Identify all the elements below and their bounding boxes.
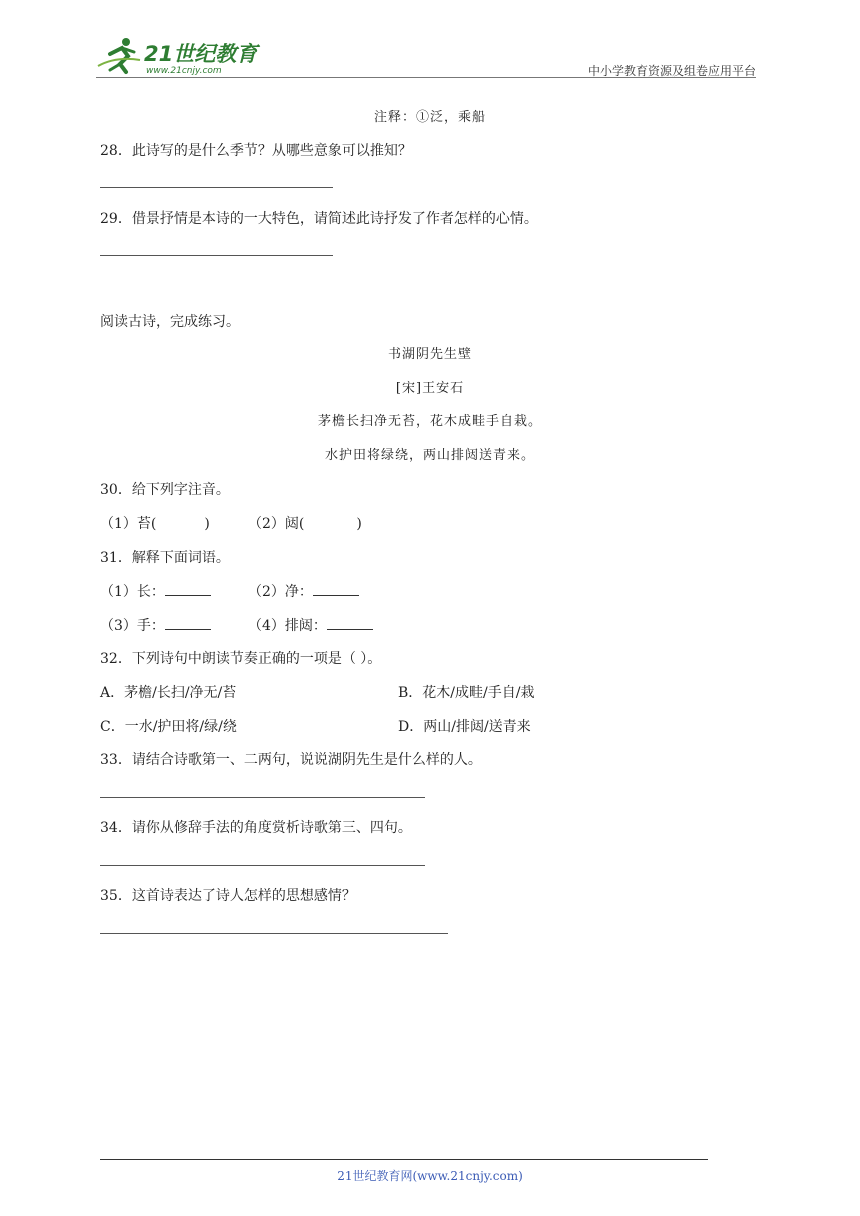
q30-item-2-label: （2）闼( [248, 516, 305, 532]
q31-item-4 [248, 615, 373, 635]
footer-divider [100, 1159, 708, 1160]
q31-item-1-label: （1）长： [100, 584, 165, 600]
header-divider [96, 77, 756, 78]
q30-item-2-close: ) [356, 516, 362, 532]
poem-line-2: 水护田将绿绕，两山排闼送青来。 [324, 448, 535, 463]
answer-line-35[interactable] [100, 933, 448, 934]
q32-option-a[interactable]: A．茅檐/长扫/净无/苔 [100, 685, 237, 701]
q31-item-2-label: （2）净： [248, 584, 313, 600]
runner-icon [98, 38, 140, 72]
reading-instruction: 阅读古诗，完成练习。 [100, 314, 240, 330]
question-29: 29．借景抒情是本诗的一大特色，请简述此诗抒发了作者怎样的心情。 [100, 211, 538, 227]
q30-item-1-close: ) [204, 516, 210, 532]
q32-option-c[interactable]: C．一水/护田将/绿/绕 [100, 719, 237, 735]
platform-title: 中小学教育资源及组卷应用平台 [587, 64, 756, 78]
question-30: 30．给下列字注音。 [100, 482, 230, 498]
answer-line-34[interactable] [100, 865, 425, 866]
question-35: 35．这首诗表达了诗人怎样的思想感情？ [100, 888, 356, 904]
poem-note: 注释：①泛，乘船 [373, 110, 486, 125]
answer-line-28[interactable] [100, 187, 333, 188]
logo-text: 21世纪教育 [144, 42, 258, 66]
question-33: 33．请结合诗歌第一、二两句，说说湖阴先生是什么样的人。 [100, 752, 482, 768]
answer-line-33[interactable] [100, 797, 425, 798]
q31-item-1-blank[interactable] [165, 581, 211, 596]
question-32: 32．下列诗句中朗读节奏正确的一项是（ ）。 [100, 651, 382, 667]
q30-item-1-label: （1）苔( [100, 516, 157, 532]
site-logo [96, 36, 266, 78]
footer-link[interactable]: 21世纪教育网(www.21cnjy.com) [337, 1169, 523, 1183]
question-28: 28．此诗写的是什么季节？从哪些意象可以推知？ [100, 143, 412, 159]
poem-author: [宋]王安石 [395, 381, 465, 396]
q31-item-3-label: （3）手： [100, 618, 165, 634]
q31-item-3-blank[interactable] [165, 615, 211, 630]
q30-item-1 [100, 513, 210, 533]
question-34: 34．请你从修辞手法的角度赏析诗歌第三、四句。 [100, 820, 412, 836]
q30-item-2 [248, 513, 362, 533]
answer-line-29[interactable] [100, 255, 333, 256]
q31-item-2-blank[interactable] [313, 581, 359, 596]
q31-item-4-label: （4）排闼： [248, 618, 327, 634]
q32-option-d[interactable]: D．两山/排闼/送青来 [398, 719, 531, 735]
q32-option-b[interactable]: B．花木/成畦/手自/栽 [398, 685, 535, 701]
q31-item-4-blank[interactable] [327, 615, 373, 630]
q31-item-3 [100, 615, 211, 635]
q31-item-2 [248, 581, 359, 601]
logo-url: www.21cnjy.com [146, 66, 222, 76]
question-31: 31．解释下面词语。 [100, 550, 230, 566]
poem-line-1: 茅檐长扫净无苔，花木成畦手自栽。 [317, 414, 542, 429]
q31-item-1 [100, 581, 211, 601]
poem-title: 书湖阴先生壁 [387, 347, 472, 362]
